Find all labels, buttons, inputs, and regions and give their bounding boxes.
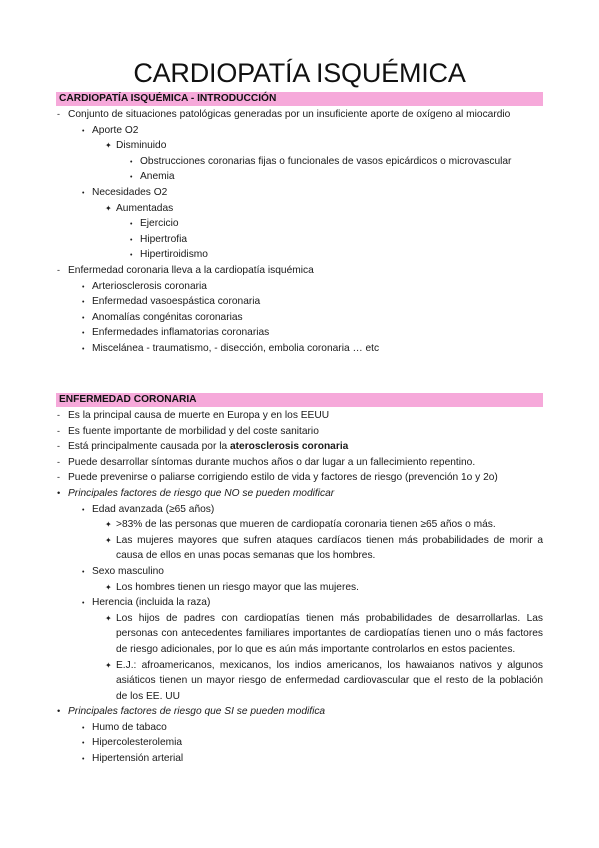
dash-marker: - xyxy=(57,472,60,483)
section-introduccion xyxy=(56,107,543,357)
bullet-marker: • xyxy=(57,706,61,717)
bullet-marker: • xyxy=(57,487,61,498)
list-item: • Enfermedades inflamatorias coronarias xyxy=(56,325,543,341)
list-item: - Está principalmente causada por la aterosclerosis coronaria xyxy=(56,439,543,455)
list-item: ✦ E.J.: afroamericanos, mexicanos, los indios americanos, los hawaianos nativos y algunos asiáticos tienen un mayor riesgo de enfermedad cardiovascular que el resto de la población de los EE. UU xyxy=(105,659,543,702)
bullet-marker: • xyxy=(82,189,85,197)
list-item: • Enfermedad vasoespástica coronaria xyxy=(56,294,543,310)
list-item: • Hipertiroidismo xyxy=(56,247,543,263)
list-item: - Es fuente importante de morbilidad y del coste sanitario xyxy=(56,424,543,440)
diamond-marker: ✦ xyxy=(105,520,112,530)
dash-marker: - xyxy=(57,441,60,452)
bullet-marker: • xyxy=(82,506,85,514)
list-item: ✦ Disminuido xyxy=(56,138,543,154)
list-item: • Sexo masculino xyxy=(56,564,543,580)
page-title: CARDIOPATÍA ISQUÉMICA xyxy=(133,58,466,88)
list-item: • Humo de tabaco xyxy=(56,720,543,736)
section-heading-enfermedad-coronaria: ENFERMEDAD CORONARIA xyxy=(56,393,543,407)
list-item: • Aporte O2 xyxy=(56,123,543,139)
list-item: ✦ >83% de las personas que mueren de cardiopatía coronaria tienen ≥65 años o más. xyxy=(56,517,543,533)
subheading-no-modificables: Principales factores de riesgo que NO se pueden modificar xyxy=(68,487,335,499)
list-item: • Hipercolesterolemia xyxy=(56,735,543,751)
list-item: • Anomalías congénitas coronarias xyxy=(56,310,543,326)
dash-marker: - xyxy=(57,410,60,420)
diamond-marker: ✦ xyxy=(105,203,112,213)
dash-marker: - xyxy=(57,456,60,467)
list-item: - Enfermedad coronaria lleva a la cardiopatía isquémica xyxy=(56,263,543,279)
section-heading-introduccion: CARDIOPATÍA ISQUÉMICA - INTRODUCCIÓN xyxy=(56,92,543,106)
list-item: ✦ Aumentadas xyxy=(56,201,543,217)
diamond-marker: ✦ xyxy=(105,582,112,592)
bullet-marker: • xyxy=(82,600,85,608)
list-item: • Anemia xyxy=(56,169,543,185)
list-item: • Hipertensión arterial xyxy=(56,751,543,767)
bullet-marker: • xyxy=(82,345,85,353)
section-enfermedad-coronaria xyxy=(56,408,543,767)
list-item: - Puede prevenirse o paliarse corrigiendo estilo de vida y factores de riesgo (prevención 1o y 2o) xyxy=(56,470,543,486)
bullet-marker: • xyxy=(82,127,85,135)
list-item: • Obstrucciones coronarias fijas o funcionales de vasos epicárdicos o microvascular xyxy=(56,154,543,170)
list-item: - Puede desarrollar síntomas durante muchos años o dar lugar a un fallecimiento repentino. xyxy=(56,455,543,471)
list-item: ✦ Las mujeres mayores que sufren ataques cardíacos tienen más probabilidades de morir a causa de ellos en unas pocas semanas que los hombres. xyxy=(105,534,543,562)
list-item: ✦ Los hombres tienen un riesgo mayor que las mujeres. xyxy=(56,580,543,596)
list-item: • Necesidades O2 xyxy=(56,185,543,201)
list-item: • Edad avanzada (≥65 años) xyxy=(56,502,543,518)
list-item: • Miscelánea - traumatismo, - disección, embolia coronaria … etc xyxy=(56,341,543,357)
diamond-marker: ✦ xyxy=(105,535,112,545)
bullet-marker: • xyxy=(130,252,133,260)
subheading-modificables: Principales factores de riesgo que SI se pueden modifica xyxy=(68,706,326,718)
diamond-marker: ✦ xyxy=(105,660,112,670)
list-item: • Ejercicio xyxy=(56,216,543,232)
list-item xyxy=(56,486,543,502)
list-item: - Es la principal causa de muerte en Europa y en los EEUU xyxy=(56,408,543,424)
list-item xyxy=(56,107,543,123)
bullet-marker: • xyxy=(82,568,85,576)
bullet-marker: • xyxy=(130,221,133,229)
dash-marker: - xyxy=(57,425,60,436)
intro-text: Conjunto de situaciones patológicas generadas por un insuficiente aporte de oxígeno al miocardio xyxy=(68,109,511,120)
bullet-marker: • xyxy=(82,330,85,338)
diamond-marker: ✦ xyxy=(105,613,112,623)
bullet-marker: • xyxy=(130,236,133,244)
list-item xyxy=(56,704,543,720)
diamond-marker: ✦ xyxy=(105,141,112,151)
bullet-marker: • xyxy=(82,756,85,764)
list-item: • Herencia (incluida la raza) xyxy=(56,595,543,611)
dash-marker: - xyxy=(57,264,60,275)
list-item: • Arteriosclerosis coronaria xyxy=(56,279,543,295)
bullet-marker: • xyxy=(82,740,85,748)
bullet-marker: • xyxy=(82,724,85,732)
list-item: • Hipertrofia xyxy=(56,232,543,248)
bullet-marker: • xyxy=(82,314,85,322)
list-item: ✦ Los hijos de padres con cardiopatías tienen más probabilidades de desarrollarlas. Las personas con antecedentes familiares importantes de cardiopatías tienen uno o más factores de riesgo adicionales, por lo que es aún más importante controlarlos en estos pacientes. xyxy=(105,612,543,655)
bullet-marker: • xyxy=(130,174,133,182)
emphasis-text: aterosclerosis coronaria xyxy=(229,441,349,453)
bullet-marker: • xyxy=(82,283,85,291)
bullet-marker: • xyxy=(130,158,133,166)
dash-marker: - xyxy=(57,109,60,119)
bullet-marker: • xyxy=(82,299,85,307)
